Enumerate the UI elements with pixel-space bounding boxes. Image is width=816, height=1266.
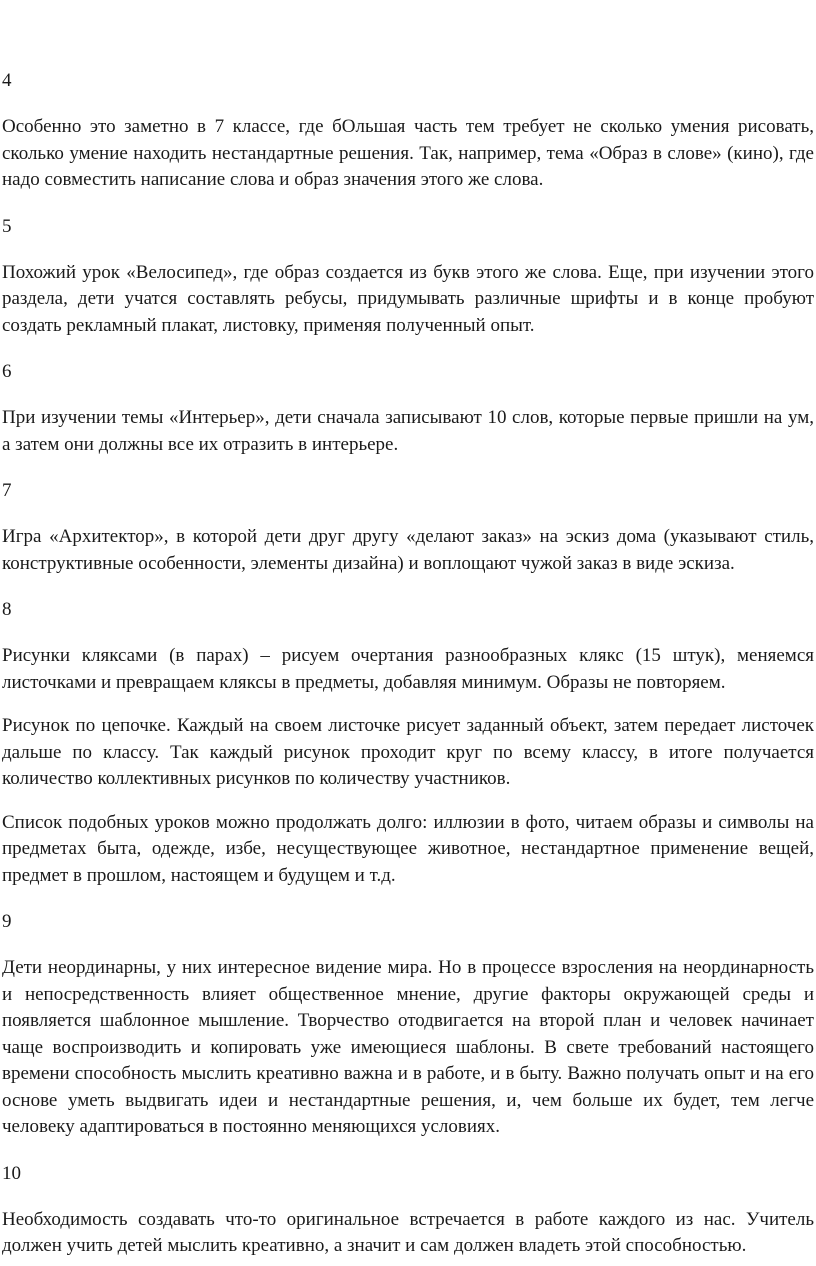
section-6 <box>2 359 816 458</box>
section-5 <box>2 214 816 340</box>
section-10 <box>2 1161 816 1260</box>
section-4 <box>2 68 816 194</box>
section-number: 10 <box>2 1162 21 1184</box>
paragraph: Похожий урок «Велосипед», где образ создается из букв этого же слова. Еще, при изучении этого раздела, дети учатся составлять ребусы, придумывать различные шрифты и в конце пробуют создать рекламный плакат, листовку, применяя полученный опыт. <box>2 261 814 336</box>
section-number: 7 <box>2 480 12 501</box>
section-8 <box>2 597 816 889</box>
section-number: 9 <box>2 911 12 932</box>
section-number: 6 <box>2 361 12 382</box>
paragraph: Игра «Архитектор», в которой дети друг другу «делают заказ» на эскиз дома (указывают стиль, конструктивные особенности, элементы дизайна) и воплощают чужой заказ в виде эскиза. <box>2 526 814 574</box>
section-9 <box>2 909 816 1141</box>
section-number: 5 <box>2 215 12 237</box>
paragraph: Рисунок по цепочке. Каждый на своем листочке рисует заданный объект, затем передает листочек дальше по классу. Так каждый рисунок проходит круг по всему классу, в итоге получается количество коллективных рисунков по количеству участников. <box>2 715 814 789</box>
paragraph: Дети неординарны, у них интересное видение мира. Но в процессе взросления на неординарность и непосредственность влияет общественное мнение, другие факторы окружающей среды и появляется шаблонное мышление. Творчество отодвигается на второй план и человек начинает чаще воспроизводить и копировать уже имеющиеся шаблоны. В свете требований настоящего времени способность мыслить креативно важна и в работе, и в быту. Важно получать опыт и на его основе уметь выдвигать идеи и нестандартные решения, и, чем больше их будет, тем легче человеку адаптироваться в постоянно меняющихся условиях. <box>2 957 814 1137</box>
section-7 <box>2 478 816 577</box>
paragraph: Необходимость создавать что-то оригинальное встречается в работе каждого из нас. Учитель должен учить детей мыслить креативно, а значит и сам должен владеть этой способностью. <box>2 1208 814 1256</box>
section-number: 4 <box>2 70 12 91</box>
paragraph: Особенно это заметно в 7 классе, где бОльшая часть тем требует не сколько умения рисовать, сколько умение находить нестандартные решения. Так, например, тема «Образ в слове» (кино), где надо совместить написание слова и образ значения этого же слова. <box>2 116 814 190</box>
paragraph: Рисунки кляксами (в парах) – рисуем очертания разнообразных клякс (15 штук), меняемся листочками и превращаем кляксы в предметы, добавляя минимум. Образы не повторяем. <box>2 645 814 693</box>
paragraph: Список подобных уроков можно продолжать долго: иллюзии в фото, читаем образы и символы на предметах быта, одежде, избе, несуществующее животное, нестандартное применение вещей, предмет в прошлом, настоящем и будущем и т.д. <box>2 811 814 886</box>
paragraph: При изучении темы «Интерьер», дети сначала записывают 10 слов, которые первые пришли на ум, а затем они должны все их отразить в интерьере. <box>2 407 814 455</box>
section-number: 8 <box>2 599 12 620</box>
